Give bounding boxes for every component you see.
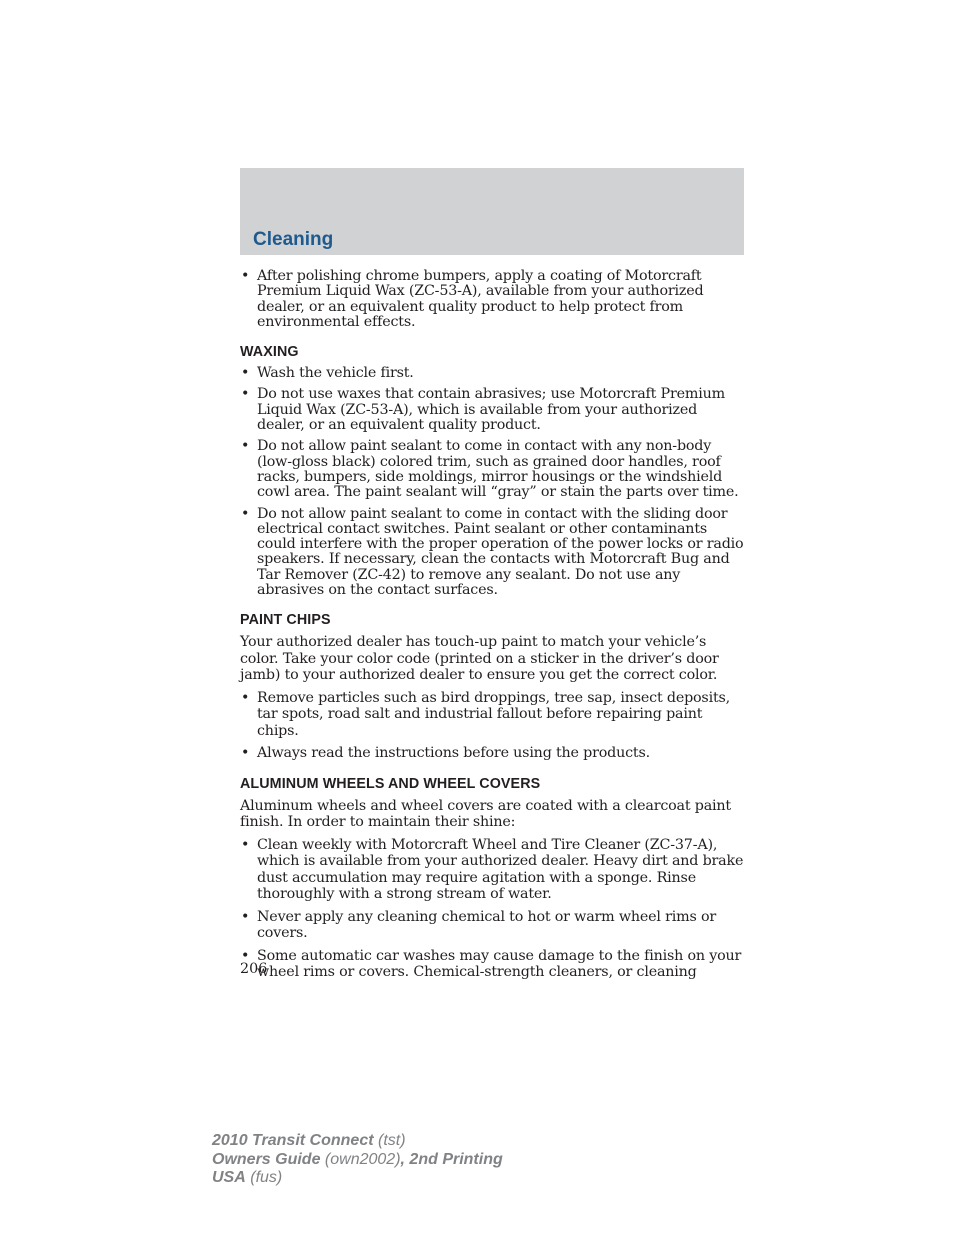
footer-printing: , 2nd Printing (400, 1150, 503, 1168)
section-header-band (240, 168, 744, 255)
list-item: • After polishing chrome bumpers, apply a coating of Motorcraft Premium Liquid Wax (ZC-53-A), available from your authorized dealer, or an equivalent quality product to help protect from environmental effects. (240, 269, 744, 330)
list-item: • Wash the vehicle first. (240, 366, 744, 381)
footer-market-code: (fus) (250, 1169, 283, 1186)
document-footer (212, 1132, 503, 1188)
footer-line-1 (212, 1132, 503, 1151)
list-item: • Some automatic car washes may cause damage to the finish on your wheel rims or covers. Chemical-strength cleaners, or cleaning (240, 948, 744, 981)
waxing-heading: WAXING (240, 344, 299, 361)
aluminum-wheels-paragraph: Aluminum wheels and wheel covers are coated with a clearcoat paint finish. In order to maintain their shine: (240, 797, 731, 831)
list-item: • Do not allow paint sealant to come in contact with any non-body (low-gloss black) colored trim, such as grained door handles, roof racks, bumpers, side moldings, mirror housings or the windshield cowl area. The paint sealant will “gray” or stain the parts over time. (240, 439, 744, 500)
section-title: Cleaning (253, 229, 334, 250)
page-content (240, 269, 744, 987)
list-item: • Always read the instructions before using the products. (240, 745, 744, 762)
footer-model: 2010 Transit Connect (212, 1132, 374, 1149)
footer-model-code: (tst) (378, 1132, 406, 1149)
aluminum-wheels-heading: ALUMINUM WHEELS AND WHEEL COVERS (240, 775, 541, 792)
footer-guide: Owners Guide (212, 1150, 321, 1168)
list-item: • Clean weekly with Motorcraft Wheel and Tire Cleaner (ZC-37-A), which is available from your authorized dealer. Heavy dirt and brake dust accumulation may require agitation with a sponge. Rinse thoroughly with a strong stream of water. (240, 837, 744, 903)
list-item: • Remove particles such as bird droppings, tree sap, insect deposits, tar spots, road salt and industrial fallout before repairing paint chips. (240, 690, 744, 740)
page-number: 206 (240, 961, 268, 977)
paint-chips-paragraph: Your authorized dealer has touch-up paint to match your vehicle’s color. Take your color code (printed on a sticker in the driver’s door jamb) to your authorized dealer to ensure you get the correct color. (240, 634, 719, 684)
footer-line-3 (212, 1169, 503, 1188)
footer-line-2 (212, 1151, 503, 1170)
footer-guide-code: (own2002) (324, 1150, 401, 1168)
footer-market: USA (212, 1169, 246, 1186)
list-item: • Do not use waxes that contain abrasives; use Motorcraft Premium Liquid Wax (ZC-53-A), which is available from your authorized dealer, or an equivalent quality product. (240, 387, 744, 433)
list-item: • Never apply any cleaning chemical to hot or warm wheel rims or covers. (240, 909, 744, 942)
paint-chips-heading: PAINT CHIPS (240, 612, 331, 629)
list-item: • Do not allow paint sealant to come in contact with the sliding door electrical contact switches. Paint sealant or other contaminants could interfere with the proper operation of the power locks or radio speakers. If necessary, clean the contacts with Motorcraft Bug and Tar Remover (ZC-42) to remove any sealant. Do not use any abrasives on the contact surfaces. (240, 507, 744, 599)
